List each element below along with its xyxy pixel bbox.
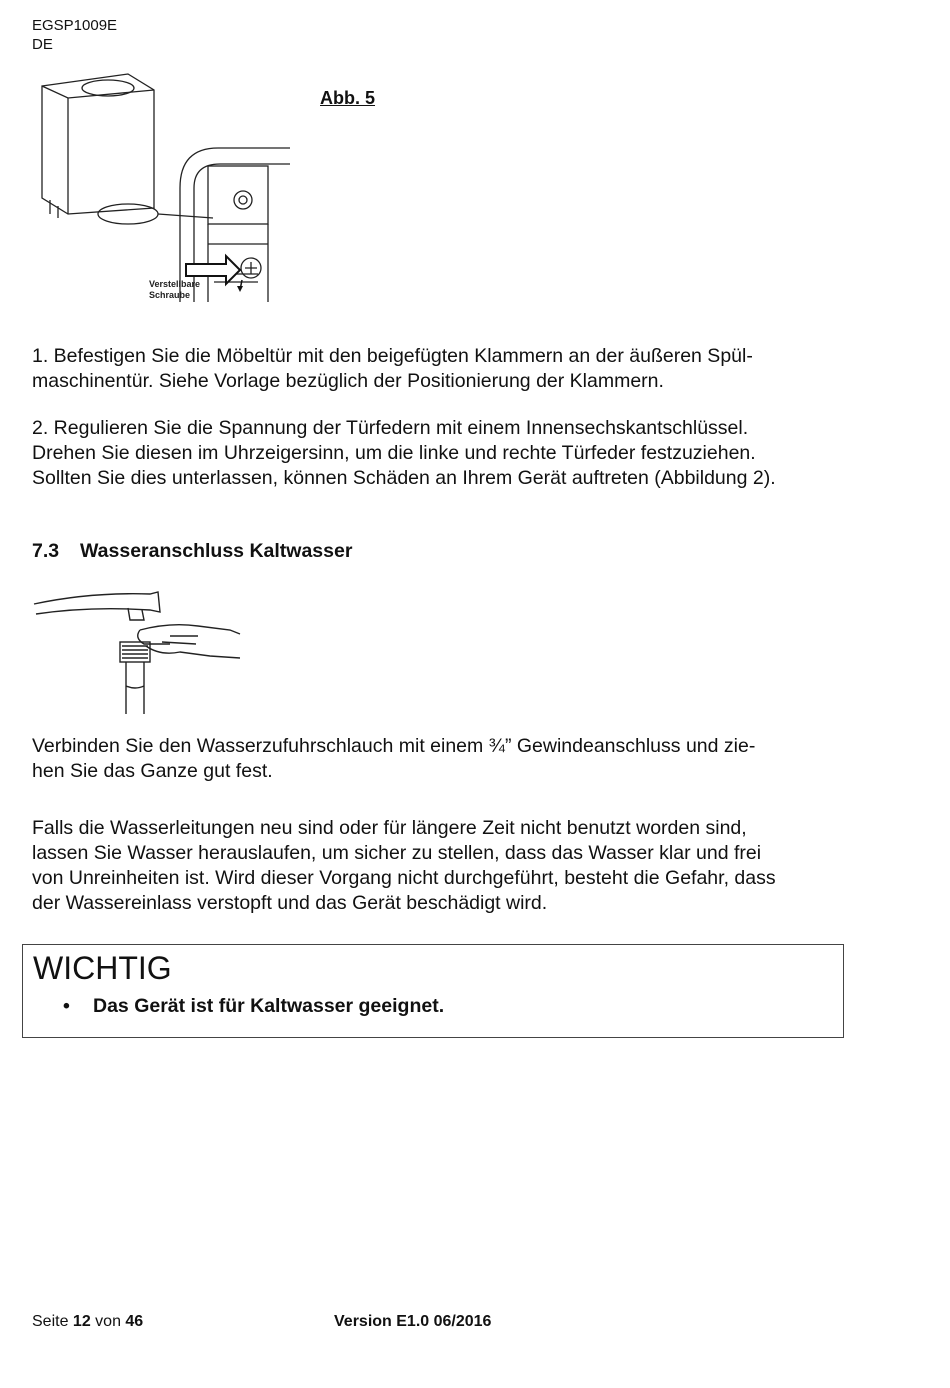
important-title: WICHTIG	[33, 950, 172, 986]
page-number	[32, 1313, 143, 1331]
current-page: 12	[72, 1313, 91, 1330]
section-heading	[32, 540, 352, 563]
section-title: Wasseranschluss Kaltwasser	[80, 540, 353, 562]
model-number: EGSP1009E	[32, 17, 118, 34]
page-prefix: Seite	[32, 1313, 73, 1330]
total-pages: 46	[125, 1313, 144, 1330]
step-2-text: 2. Regulieren Sie die Spannung der Türfedern mit einem Innensechskantschlüssel. Drehen Sie diesen im Uhrzeigersinn, um die linke und rechte Türfeder festzuziehen. Sollten Sie dies unterlassen, können Schäden an Ihrem Gerät auftreten (Abbildung 2).	[32, 417, 776, 489]
step-2	[32, 416, 912, 491]
important-bullet	[63, 995, 444, 1018]
section-number: 7.3	[32, 540, 60, 562]
figure-label-line1: Verstellbare	[149, 279, 201, 289]
page-mid: von	[90, 1313, 126, 1330]
paragraph-flush	[32, 816, 912, 916]
bullet-icon: •	[63, 995, 70, 1017]
version-info: Version E1.0 06/2016	[334, 1313, 492, 1330]
paragraph-flush-text: Falls die Wasserleitungen neu sind oder für längere Zeit nicht benutzt worden sind, lassen Sie Wasser herauslaufen, um sicher zu stellen, dass das Wasser klar und frei von Unreinheiten ist. Wird dieser Vorgang nicht durchgeführt, besteht die Gefahr, dass der Wassereinlass verstopft und das Gerät beschädigt wird.	[32, 817, 776, 914]
paragraph-connection	[32, 734, 912, 784]
paragraph-connection-text: Verbinden Sie den Wasserzufuhrschlauch mit einem ¾” Gewindeanschluss und zie- hen Sie das Ganze gut fest.	[32, 735, 756, 782]
document-header	[32, 16, 117, 54]
tap-hose-figure	[30, 586, 250, 716]
step-1	[32, 344, 912, 394]
figure-caption: Abb. 5	[320, 88, 376, 108]
language-code: DE	[32, 36, 53, 53]
step-1-text: 1. Befestigen Sie die Möbeltür mit den beigefügten Klammern an der äußeren Spül- maschinentür. Siehe Vorlage bezüglich der Positionierung der Klammern.	[32, 345, 753, 392]
dishwasher-installation-figure	[28, 68, 298, 308]
important-notice-box	[22, 944, 844, 1038]
figure-label-line2: Schraube	[149, 290, 191, 300]
important-bullet-text: Das Gerät ist für Kaltwasser geeignet.	[93, 995, 445, 1017]
